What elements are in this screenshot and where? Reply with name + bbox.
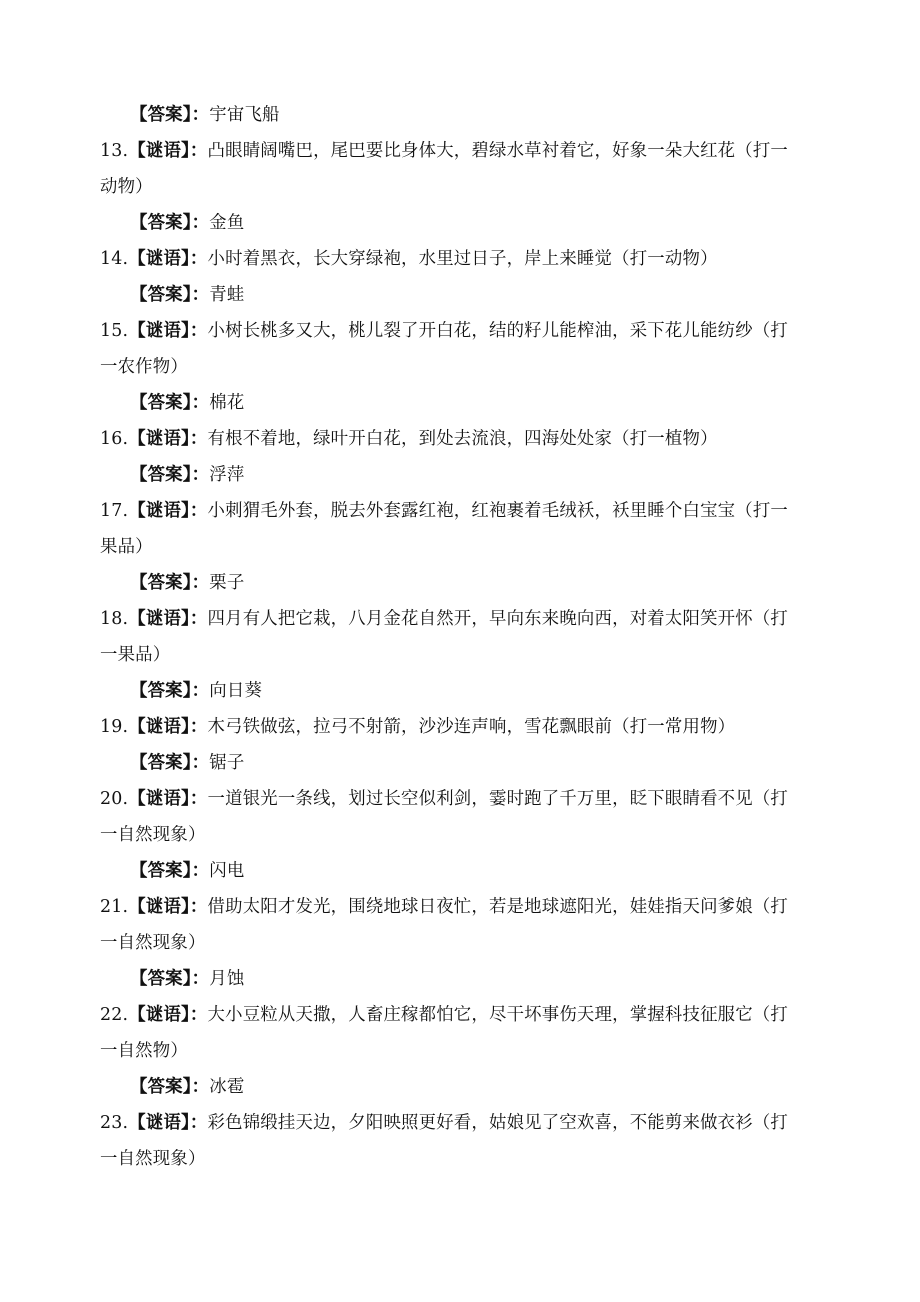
answer-text: 青蛙	[209, 285, 245, 305]
answer-label: 【答案】：	[130, 861, 210, 881]
riddle-label: 【谜语】：	[128, 501, 208, 521]
riddle-label: 【谜语】：	[128, 321, 208, 341]
riddle-number: 18.	[100, 609, 129, 629]
riddle-text: 凸眼睛阔嘴巴，尾巴要比身体大，碧绿水草衬着它，好象一朵大红花（打一	[207, 141, 789, 161]
answer-label: 【答案】：	[130, 105, 210, 125]
riddle-label: 【谜语】：	[128, 141, 208, 161]
riddle-label: 【谜语】：	[128, 1005, 208, 1025]
answer-text: 冰雹	[209, 1077, 245, 1097]
riddle-number: 13.	[100, 141, 129, 161]
answer-label: 【答案】：	[130, 213, 210, 233]
answer-label: 【答案】：	[130, 753, 210, 773]
answer-line-21	[100, 961, 822, 997]
riddle-label: 【谜语】：	[128, 1113, 208, 1133]
riddle-text: 借助太阳才发光，围绕地球日夜忙，若是地球遮阳光，娃娃指天问爹娘（打	[207, 897, 789, 917]
riddle-line-19	[100, 709, 822, 745]
answer-text: 月蚀	[209, 969, 245, 989]
answer-line-18	[100, 673, 822, 709]
answer-line-12	[100, 97, 822, 133]
riddle-line-18	[100, 601, 822, 637]
riddle-line-21	[100, 889, 822, 925]
riddle-number: 20.	[100, 789, 129, 809]
riddle-text: 大小豆粒从天撒，人畜庄稼都怕它，尽干坏事伤天理，掌握科技征服它（打	[207, 1005, 789, 1025]
riddle-label: 【谜语】：	[128, 717, 208, 737]
answer-text: 棉花	[209, 393, 245, 413]
riddle-line-17	[100, 493, 822, 529]
riddle-line-13	[100, 133, 822, 169]
riddle-label: 【谜语】：	[128, 789, 208, 809]
answer-line-15	[100, 385, 822, 421]
answer-label: 【答案】：	[130, 285, 210, 305]
riddle-list	[100, 97, 822, 1177]
riddle-text: 有根不着地，绿叶开白花，到处去流浪，四海处处家（打一植物）	[207, 429, 718, 449]
answer-line-17	[100, 565, 822, 601]
answer-label: 【答案】：	[130, 969, 210, 989]
riddle-continuation-18: 一果品）	[100, 645, 171, 665]
answer-label: 【答案】：	[130, 1077, 210, 1097]
answer-line-20	[100, 853, 822, 889]
riddle-number: 19.	[100, 717, 129, 737]
riddle-text: 小时着黑衣，长大穿绿袍，水里过日子，岸上来睡觉（打一动物）	[207, 249, 718, 269]
answer-line-19	[100, 745, 822, 781]
riddle-text: 小树长桃多又大，桃儿裂了开白花，结的籽儿能榨油，采下花儿能纺纱（打	[207, 321, 789, 341]
riddle-line-14	[100, 241, 822, 277]
answer-text: 锯子	[209, 753, 245, 773]
answer-text: 宇宙飞船	[209, 105, 280, 125]
riddle-number: 16.	[100, 429, 129, 449]
riddle-text: 木弓铁做弦，拉弓不射箭，沙沙连声响，雪花飘眼前（打一常用物）	[207, 717, 736, 737]
answer-line-22	[100, 1069, 822, 1105]
answer-text: 金鱼	[209, 213, 245, 233]
riddle-continuation-17: 果品）	[100, 537, 153, 557]
riddle-number: 23.	[100, 1113, 129, 1133]
answer-text: 闪电	[209, 861, 245, 881]
answer-line-16	[100, 457, 822, 493]
riddle-continuation-15: 一农作物）	[100, 357, 188, 377]
answer-line-13	[100, 205, 822, 241]
riddle-text: 四月有人把它栽，八月金花自然开，早向东来晚向西，对着太阳笑开怀（打	[207, 609, 789, 629]
riddle-number: 15.	[100, 321, 129, 341]
riddle-continuation-21: 一自然现象）	[100, 933, 206, 953]
riddle-label: 【谜语】：	[128, 609, 208, 629]
riddle-label: 【谜语】：	[128, 249, 208, 269]
riddle-number: 14.	[100, 249, 129, 269]
riddle-line-15	[100, 313, 822, 349]
riddle-line-20	[100, 781, 822, 817]
riddle-text: 小刺猬毛外套，脱去外套露红袍，红袍裹着毛绒袄，袄里睡个白宝宝（打一	[207, 501, 789, 521]
riddle-text: 彩色锦缎挂天边，夕阳映照更好看，姑娘见了空欢喜，不能剪来做衣衫（打	[207, 1113, 789, 1133]
riddle-number: 17.	[100, 501, 129, 521]
riddle-text: 一道银光一条线，划过长空似利剑，霎时跑了千万里，眨下眼睛看不见（打	[207, 789, 789, 809]
riddle-number: 21.	[100, 897, 129, 917]
riddle-number: 22.	[100, 1005, 129, 1025]
answer-text: 浮萍	[209, 465, 245, 485]
answer-text: 栗子	[209, 573, 245, 593]
riddle-continuation-20: 一自然现象）	[100, 825, 206, 845]
answer-label: 【答案】：	[130, 393, 210, 413]
answer-label: 【答案】：	[130, 465, 210, 485]
riddle-label: 【谜语】：	[128, 897, 208, 917]
answer-label: 【答案】：	[130, 573, 210, 593]
riddle-line-22	[100, 997, 822, 1033]
answer-label: 【答案】：	[130, 681, 210, 701]
riddle-continuation-23: 一自然现象）	[100, 1149, 206, 1169]
riddle-line-16	[100, 421, 822, 457]
riddle-label: 【谜语】：	[128, 429, 208, 449]
answer-text: 向日葵	[209, 681, 263, 701]
answer-line-14	[100, 277, 822, 313]
riddle-line-23	[100, 1105, 822, 1141]
riddle-continuation-22: 一自然物）	[100, 1041, 188, 1061]
riddle-continuation-13: 动物）	[100, 177, 153, 197]
